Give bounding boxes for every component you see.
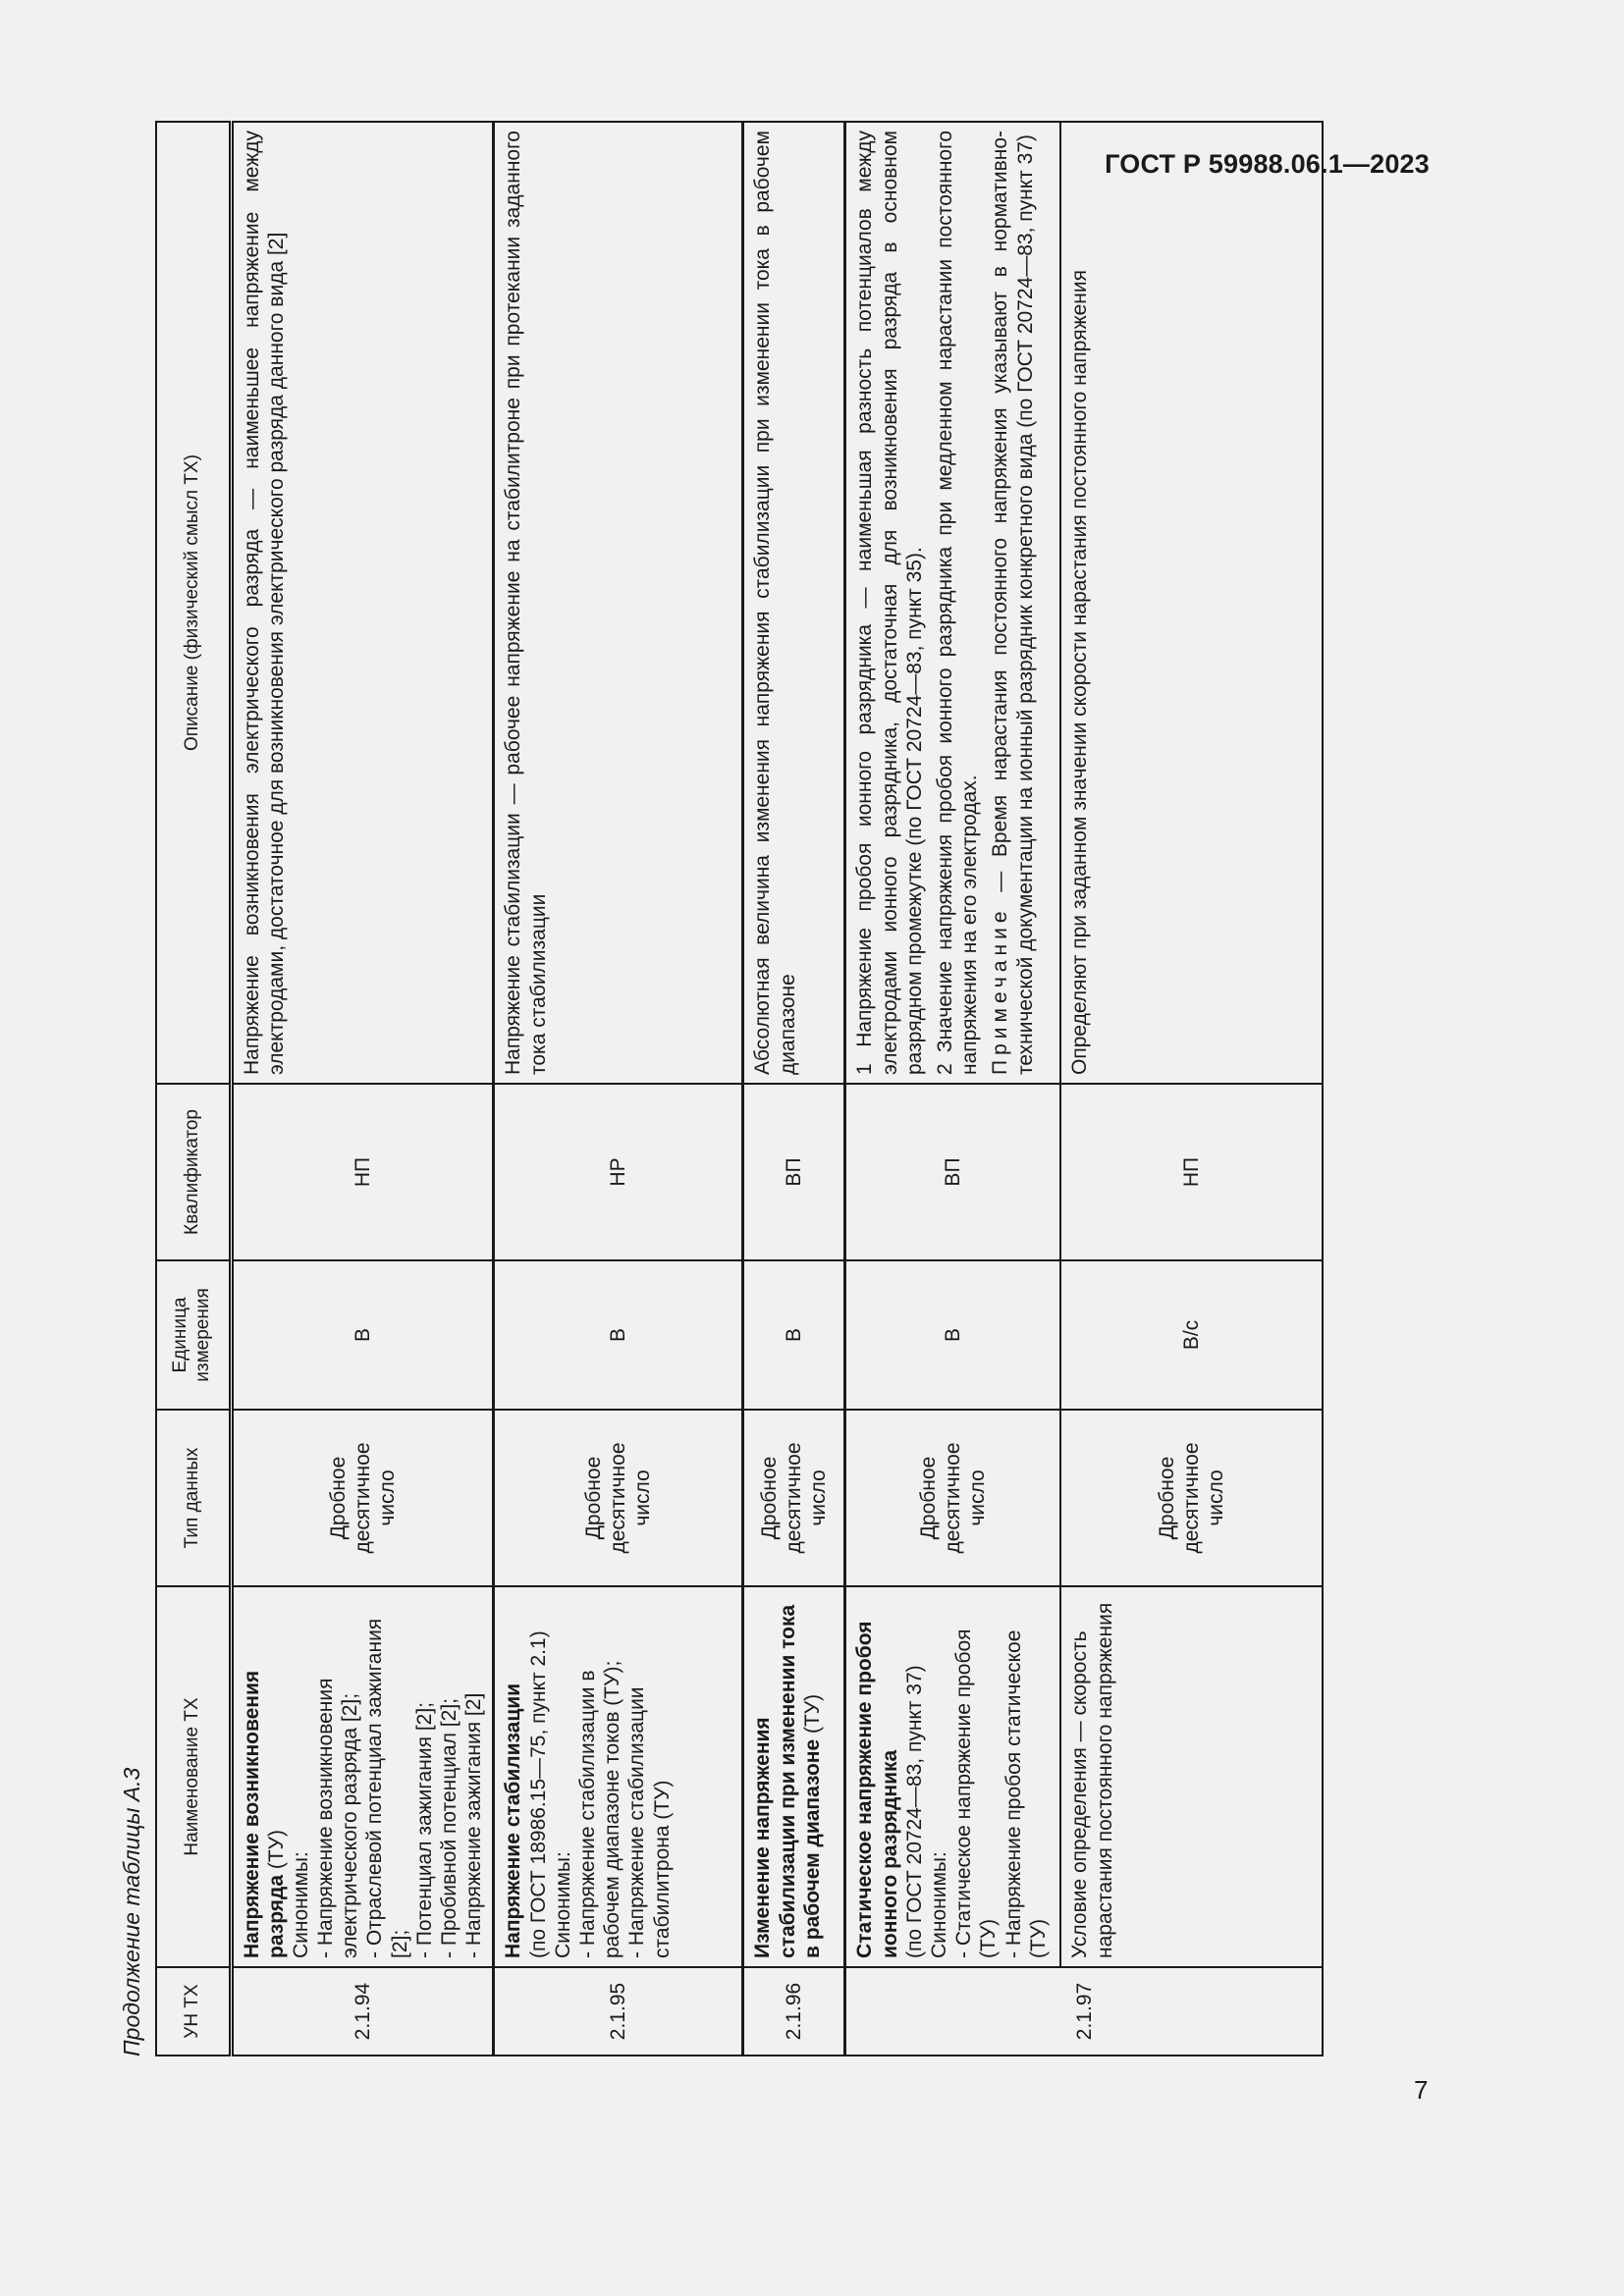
table-caption: Продолжение таблицы А.3 (119, 1767, 144, 2056)
unit-cell: В (845, 1260, 1061, 1410)
description-cell (743, 122, 845, 1084)
un-cell: 2.1.96 (743, 1967, 845, 2056)
name-line: - Напряжение зажигания [2] (462, 1692, 486, 1958)
name-line: - Напряжение стабилизации стабилитрона (ТУ) (625, 1686, 674, 1958)
document-code: ГОСТ Р 59988.06.1—2023 (1105, 149, 1430, 179)
data-type-cell: Дробное десятичное число (494, 1410, 743, 1586)
name-line: Синонимы: (927, 1851, 950, 1958)
description-cell (845, 122, 1061, 1084)
name-line: - Напряжение возникновения электрического разряда [2]; (314, 1678, 362, 1958)
characteristics-table (155, 121, 1324, 2056)
name-bold: Изменение напряжения стабилизации при изменении тока в рабочем диапазоне (751, 1604, 824, 1958)
name-line: (по ГОСТ 20724—83, пункт 37) (902, 1665, 926, 1958)
name-line: Синонимы: (551, 1851, 574, 1958)
column-header-name: Наименование ТХ (156, 1586, 231, 1967)
name-line: - Потенциал зажигания [2]; (412, 1701, 436, 1958)
qualifier-cell: ВП (845, 1084, 1061, 1260)
description-text: Напряжение стабилизации — рабочее напряжение на стабилитроне при протекании заданного тока стабилизации (502, 131, 550, 1075)
qualifier-cell: ВП (743, 1084, 845, 1260)
name-cell (845, 1586, 1061, 1967)
table-row (494, 122, 743, 2056)
table-row (743, 122, 845, 2056)
unit-cell: В (743, 1260, 845, 1410)
data-type-cell: Дробное десятичное число (1060, 1410, 1323, 1586)
unit-cell: В/с (1060, 1260, 1323, 1410)
data-type-cell: Дробное десятичное число (845, 1410, 1061, 1586)
name-cell: Условие определения — скорость нарастания постоянного напряжения (1060, 1586, 1323, 1967)
unit-cell: В (494, 1260, 743, 1410)
name-line: - Напряжение пробоя статическое (ТУ) (1001, 1629, 1050, 1958)
name-bold: Напряжение возникновения разряда (240, 1670, 288, 1958)
name-line: - Статическое напряжение пробоя (ТУ) (952, 1629, 1001, 1958)
table-row (845, 122, 1061, 2056)
table-header-row (156, 122, 231, 2056)
data-type-cell: Дробное десятичное число (231, 1410, 494, 1586)
description-item: 2 Значение напряжения пробоя ионного разрядника при медленном нарастании постоянного напряжения на его электродах. (933, 131, 982, 1075)
column-header-qualifier: Квалификатор (156, 1084, 231, 1260)
name-line: (по ГОСТ 18986.15—75, пункт 2.1) (526, 1630, 550, 1958)
un-cell: 2.1.97 (845, 1967, 1323, 2056)
un-cell: 2.1.94 (231, 1967, 494, 2056)
table-row (1060, 122, 1323, 2056)
column-header-data-type: Тип данных (156, 1410, 231, 1586)
name-line: Синонимы: (289, 1851, 312, 1958)
column-header-unit: Единица измерения (156, 1260, 231, 1410)
description-cell (1060, 122, 1323, 1084)
name-line: - Напряжение стабилизации в рабочем диапазоне токов (ТУ); (575, 1660, 624, 1958)
column-header-un: УН ТХ (156, 1967, 231, 2056)
note-label: Примечание (989, 906, 1012, 1075)
column-header-description: Описание (физический смысл ТХ) (156, 122, 231, 1084)
rotated-table-block (108, 123, 1267, 2056)
description-item: 1 Напряжение пробоя ионного разрядника — наименьшая разность потенциалов между электродами ионного разрядника, достаточная для возникновения разряда в основном разрядном промежутке (по ГОСТ 20724—83, пункт 35). (853, 131, 926, 1075)
data-type-cell: Дробное десятичное число (743, 1410, 845, 1586)
name-suffix: (ТУ) (800, 1693, 824, 1739)
name-cell (231, 1586, 494, 1967)
description-cell (494, 122, 743, 1084)
name-line: - Пробивной потенциал [2]; (438, 1698, 460, 1958)
qualifier-cell: НП (1060, 1084, 1323, 1260)
description-text: Определяют при заданном значении скорости нарастания постоянного напряжения (1068, 270, 1092, 1075)
name-line: - Отраслевой потенциал зажигания [2]; (363, 1618, 411, 1958)
name-bold: Напряжение стабилизации (502, 1682, 525, 1958)
table-row (231, 122, 494, 2056)
un-cell: 2.1.95 (494, 1967, 743, 2056)
qualifier-cell: НР (494, 1084, 743, 1260)
unit-cell: В (231, 1260, 494, 1410)
note-paragraph (988, 131, 1037, 1075)
name-bold: Статическое напряжение пробоя ионного разрядника (853, 1621, 901, 1958)
name-cell (494, 1586, 743, 1967)
qualifier-cell: НП (231, 1084, 494, 1260)
page-number: 7 (1414, 2075, 1429, 2105)
description-text: Напряжение возникновения электрического разряда — наименьшее напряжение между электродами, достаточное для возникновения электрического разряда данного вида [2] (240, 131, 288, 1075)
name-cell (743, 1586, 845, 1967)
description-cell (231, 122, 494, 1084)
note-text: — Время нарастания постоянного напряжения указывают в нормативно-технической документации на ионный разрядник конкретного вида (по ГОСТ 20724—83, пункт 37) (989, 131, 1037, 1075)
name-suffix: (ТУ) (264, 1829, 288, 1875)
description-text: Абсолютная величина изменения напряжения стабилизации при изменении тока в рабочем диапазоне (751, 131, 799, 1075)
